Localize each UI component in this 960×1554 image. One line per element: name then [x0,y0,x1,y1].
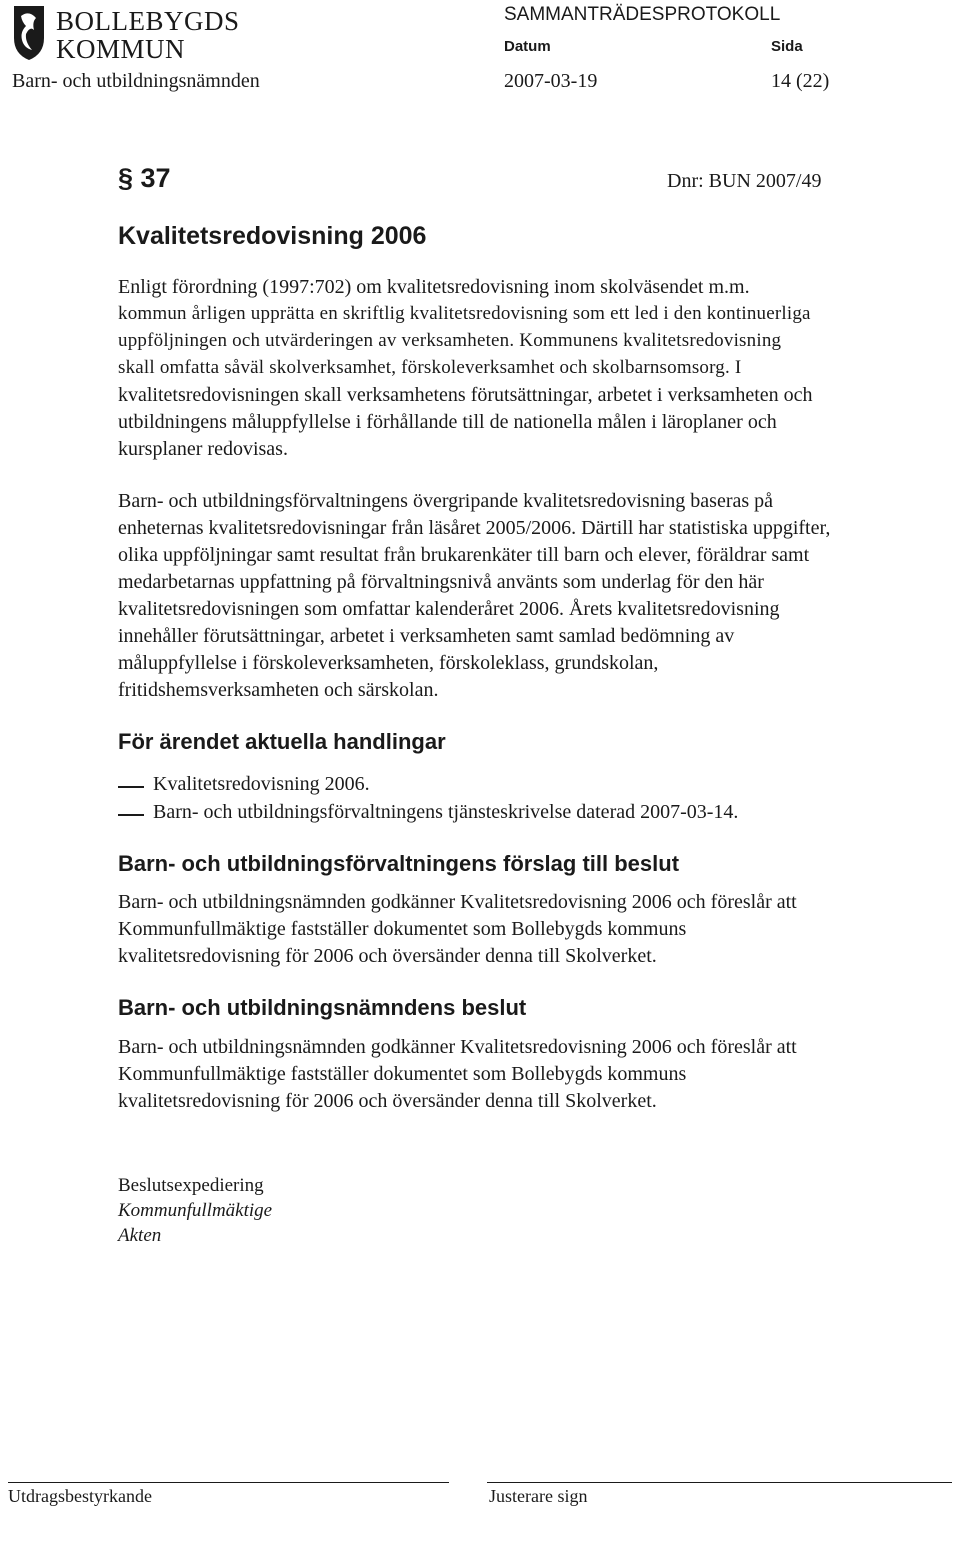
section-heading-beslut: Barn- och utbildningsnämndens beslut [118,995,527,1020]
list-bullet-dash [118,814,144,816]
paragraph-number: § 37 [118,163,171,193]
body-line: Kommunfullmäktige fastställer dokumentet som Bollebygds kommuns [118,918,687,940]
body-line: innehåller förutsättningar, arbetet i verksamheten samt samlad bedömning av [118,625,735,647]
bollebygd-crest-icon [12,4,46,62]
body-line: uppföljningen och utvärderingen av verksamheten. Kommunens kvalitetsredovisning [118,330,782,351]
body-line: Barn- och utbildningsnämnden godkänner Kvalitetsredovisning 2006 och föreslår att [118,1036,797,1058]
body-line: måluppfyllelse i förskoleverksamheten, förskoleklass, grundskolan, [118,652,659,674]
body-line: kursplaner redovisas. [118,438,288,460]
recipient: Akten [118,1225,162,1246]
section-heading-forslag: Barn- och utbildningsförvaltningens förslag till beslut [118,851,680,876]
body-line: kvalitetsredovisning för 2006 och översänder denna till Skolverket. [118,1090,657,1112]
committee-name: Barn- och utbildningsnämnden [12,70,260,92]
diary-number: Dnr: BUN 2007/49 [667,170,822,192]
page-title: Kvalitetsredovisning 2006 [118,222,427,250]
recipient: Kommunfullmäktige [118,1200,273,1221]
body-line: kommun årligen upprätta en skriftlig kvalitetsredovisning som ett led i den kontinuerliga [118,303,811,324]
body-line: Enligt förordning (1997:702) om kvalitetsredovisning inom skolväsendet m.m. [118,276,750,298]
list-item: Kvalitetsredovisning 2006. [153,773,370,795]
section-heading-handlingar: För ärendet aktuella handlingar [118,729,446,754]
body-line: kvalitetsredovisning för 2006 och översänder denna till Skolverket. [118,945,657,967]
body-line: fritidshemsverksamheten och särskolan. [118,679,439,701]
body-line: medarbetarnas uppfattning på förvaltningsnivå använts som underlag för den här [118,571,764,593]
footer-adjuster-signature: Justerare sign [489,1486,588,1506]
footer-extract-certification: Utdragsbestyrkande [8,1486,152,1506]
signature-line [8,1482,449,1483]
signature-line [487,1482,952,1483]
body-line: olika uppföljningar samt resultat från brukarenkäter till barn och elever, föräldrar samt [118,544,810,566]
document-type: SAMMANTRÄDESPROTOKOLL [504,4,781,25]
expediering-heading: Beslutsexpediering [118,1175,264,1196]
body-line: enheternas kvalitetsredovisningar från läsåret 2005/2006. Därtill har statistiska uppgifter, [118,517,831,539]
body-line: Barn- och utbildningsnämnden godkänner Kvalitetsredovisning 2006 och föreslår att [118,891,797,913]
municipality-logo [12,4,240,66]
page-label: Sida [771,38,803,55]
page-number: 14 (22) [771,70,830,92]
date-label: Datum [504,38,551,55]
body-line: utbildningens måluppfyllelse i förhållande till de nationella målen i läroplaner och [118,411,777,433]
logo-text-line1: BOLLEBYGDS [56,6,240,36]
body-line: skall omfatta såväl skolverksamhet, förskoleverksamhet och skolbarnsomsorg. I [118,357,742,378]
list-bullet-dash [118,786,144,788]
body-line: kvalitetsredovisningen skall verksamhetens förutsättningar, arbetet i verksamheten och [118,384,813,406]
body-line: Barn- och utbildningsförvaltningens övergripande kvalitetsredovisning baseras på [118,490,774,512]
logo-text-line2: KOMMUN [56,34,186,64]
meeting-date: 2007-03-19 [504,70,598,92]
list-item: Barn- och utbildningsförvaltningens tjänsteskrivelse daterad 2007-03-14. [153,801,739,823]
body-line: Kommunfullmäktige fastställer dokumentet som Bollebygds kommuns [118,1063,687,1085]
body-line: kvalitetsredovisningen som omfattar kalenderåret 2006. Årets kvalitetsredovisning [118,598,780,620]
